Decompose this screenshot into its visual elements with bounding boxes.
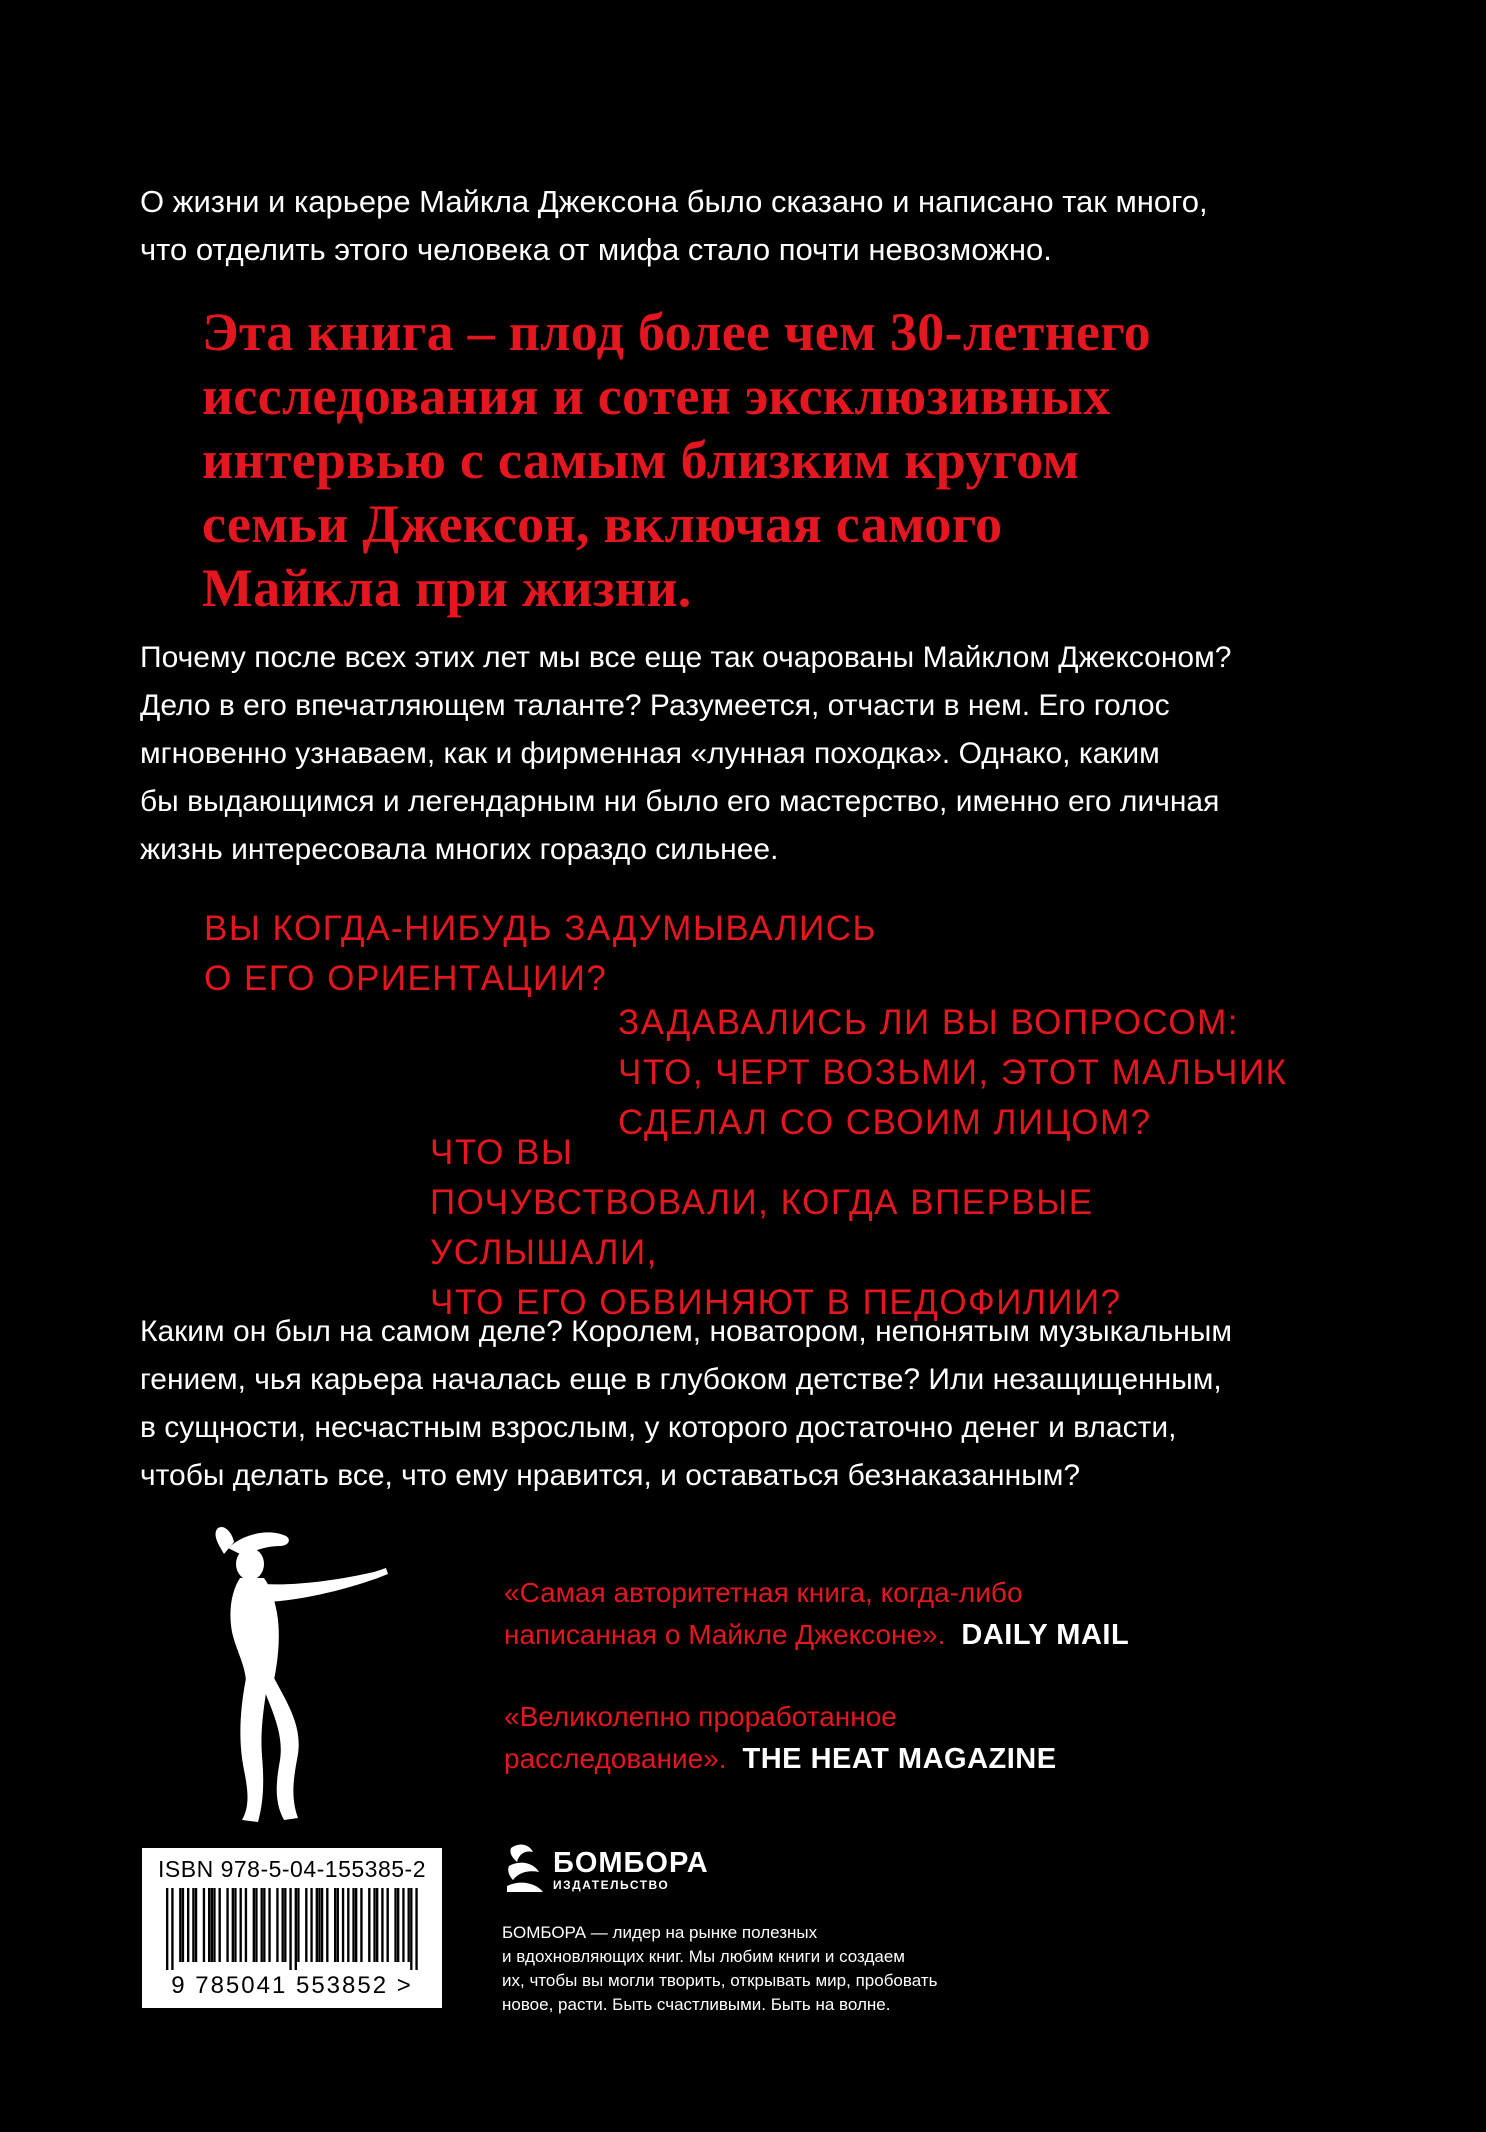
lead-line: исследования и сотен эксклюзивных [202,366,1111,426]
barcode-bar [166,1888,168,1970]
closing-paragraph [140,1308,1370,1500]
question-line: О ЕГО ОРИЕНТАЦИИ? [204,959,608,998]
barcode-bar [211,1888,213,1962]
barcode-bar [255,1888,257,1962]
question-line: ЧТО ЕГО ОБВИНЯЮТ В ПЕДОФИЛИИ? [430,1283,1122,1322]
barcode-bar [397,1888,399,1962]
review-quote [504,1572,1404,1656]
question-line: ЗАДАВАЛИСЬ ЛИ ВЫ ВОПРОСОМ: [618,1003,1239,1042]
barcode-bar [240,1888,242,1962]
lead-line: Майкла при жизни. [202,558,692,618]
barcode-bar [226,1888,228,1962]
lead-line: Эта книга – плод более чем 30-летнего [202,302,1151,362]
blurb-line: новое, расти. Быть счастливыми. Быть на волне. [502,1995,891,2014]
barcode-bar [394,1888,396,1962]
barcode-bar [415,1888,417,1970]
barcode-bar [182,1888,184,1962]
bombora-wave-icon [505,1842,545,1896]
barcode-bar [276,1888,278,1962]
blurb-line: и вдохновляющих книг. Мы любим книги и создаем [502,1947,905,1966]
barcode-bar [337,1888,339,1962]
body-line: бы выдающимся и легендарным ни было его мастерство, именно его личная [140,785,1220,818]
barcode-bar [232,1888,234,1962]
ean-digits: 9 785041 553852 > [171,1972,413,1999]
barcode-bars [166,1888,418,1970]
barcode-bar [208,1888,210,1962]
barcode-bar [387,1888,389,1962]
isbn-number: ISBN 978-5-04-155385-2 [158,1856,426,1882]
barcode-bar [360,1888,362,1962]
body-line: Почему после всех этих лет мы все еще так очарованы Майклом Джексоном? [140,641,1232,674]
closing-line: гением, чья карьера началась еще в глубоком детстве? Или незащищенным, [140,1363,1222,1396]
barcode-bar [316,1888,318,1962]
barcode-bar [381,1888,383,1962]
barcode-bar [284,1888,286,1962]
review-text: расследование». [504,1743,727,1774]
review-line: «Самая авторитетная книга, когда-либо [504,1577,1023,1608]
reviews-section [504,1572,1404,1820]
barcode-bar [368,1888,370,1962]
barcode-bar [305,1888,307,1962]
barcode-bar [213,1888,215,1962]
barcode-bar [326,1888,328,1962]
intro-line: что отделить этого человека от мифа стало почти невозможно. [140,232,1052,267]
body-line: Дело в его впечатляющем таланте? Разумеется, отчасти в нем. Его голос [140,689,1170,722]
question-line: ЧТО, ЧЕРТ ВОЗЬМИ, ЭТОТ МАЛЬЧИК [618,1053,1288,1092]
barcode-bar [195,1888,197,1962]
barcode-bar [376,1888,378,1962]
barcode-bar [352,1888,354,1962]
review-line [504,1738,1404,1780]
blurb-line: их, чтобы вы могли творить, открывать мир, пробовать [502,1971,938,1990]
barcode-bar [295,1888,297,1970]
barcode-bar [282,1888,284,1962]
barcode-bar [192,1888,194,1962]
closing-line: чтобы делать все, что ему нравится, и оставаться безнаказанным? [140,1459,1081,1492]
intro-line: О жизни и карьере Майкла Джексона было сказано и написано так много, [140,184,1208,219]
barcode-bar [253,1888,255,1962]
publisher-name: БОМБОРА [553,1846,709,1879]
question-face [618,998,1318,1148]
barcode-bar [318,1888,320,1962]
barcode-bar [321,1888,323,1962]
barcode-bar [179,1888,181,1962]
review-source: DAILY MAIL [961,1619,1130,1651]
question-line: ЧТО ВЫ [430,1133,574,1172]
barcode-bar [373,1888,375,1962]
barcode-bar [234,1888,236,1962]
review-line [504,1614,1404,1656]
body-line: жизнь интересовала многих гораздо сильнее. [140,833,779,866]
barcode-bar [219,1888,221,1962]
publisher-logo [505,1842,709,1896]
question-line: СДЕЛАЛ СО СВОИМ ЛИЦОМ? [618,1103,1152,1142]
barcode-bar [402,1888,404,1962]
review-line: «Великолепно проработанное [504,1701,897,1732]
barcode-bar [347,1888,349,1962]
barcode-bar [268,1888,270,1962]
review-source: THE HEAT MAGAZINE [742,1743,1057,1775]
lead-line: семьи Джексон, включая самого [202,494,1003,554]
barcode-bar [334,1888,336,1962]
publisher-subtitle: ИЗДАТЕЛЬСТВО [553,1877,670,1892]
intro-paragraph [140,178,1360,274]
blurb-line: БОМБОРА — лидер на рынке полезных [502,1923,818,1942]
lead-statement [202,300,1362,620]
barcode-bar [297,1888,299,1962]
closing-line: в сущности, несчастным взрослым, у которого достаточно денег и власти, [140,1411,1177,1444]
barcode-bar [289,1888,291,1970]
review-text: написанная о Майкле Джексоне». [504,1619,946,1650]
body-paragraph [140,634,1370,874]
barcode-bar [245,1888,247,1962]
barcode-bar [187,1888,189,1962]
barcode-bar [342,1888,344,1962]
question-orientation [204,904,904,1004]
barcode-bar [408,1888,410,1962]
body-line: мгновенно узнаваем, как и фирменная «лунная походка». Однако, каким [140,737,1160,770]
closing-line: Каким он был на самом деле? Королем, новатором, непонятым музыкальным [140,1315,1232,1348]
barcode-bar [261,1888,263,1962]
question-accusation [430,1128,1330,1328]
barcode-bar [263,1888,265,1962]
lead-line: интервью с самым близким кругом [202,430,1080,490]
barcode-bar [203,1888,205,1962]
publisher-blurb [502,1921,1062,2017]
barcode-bar [355,1888,357,1962]
barcode-bar [171,1888,173,1970]
review-quote [504,1696,1404,1780]
question-line: ПОЧУВСТВОВАЛИ, КОГДА ВПЕРВЫЕ УСЛЫШАЛИ, [430,1183,1094,1272]
dancer-silhouette-illustration [188,1520,448,1830]
barcode-bar [410,1888,412,1970]
barcode-bar [310,1888,312,1962]
isbn-barcode [142,1848,442,2008]
question-line: ВЫ КОГДА-НИБУДЬ ЗАДУМЫВАЛИСЬ [204,909,878,948]
